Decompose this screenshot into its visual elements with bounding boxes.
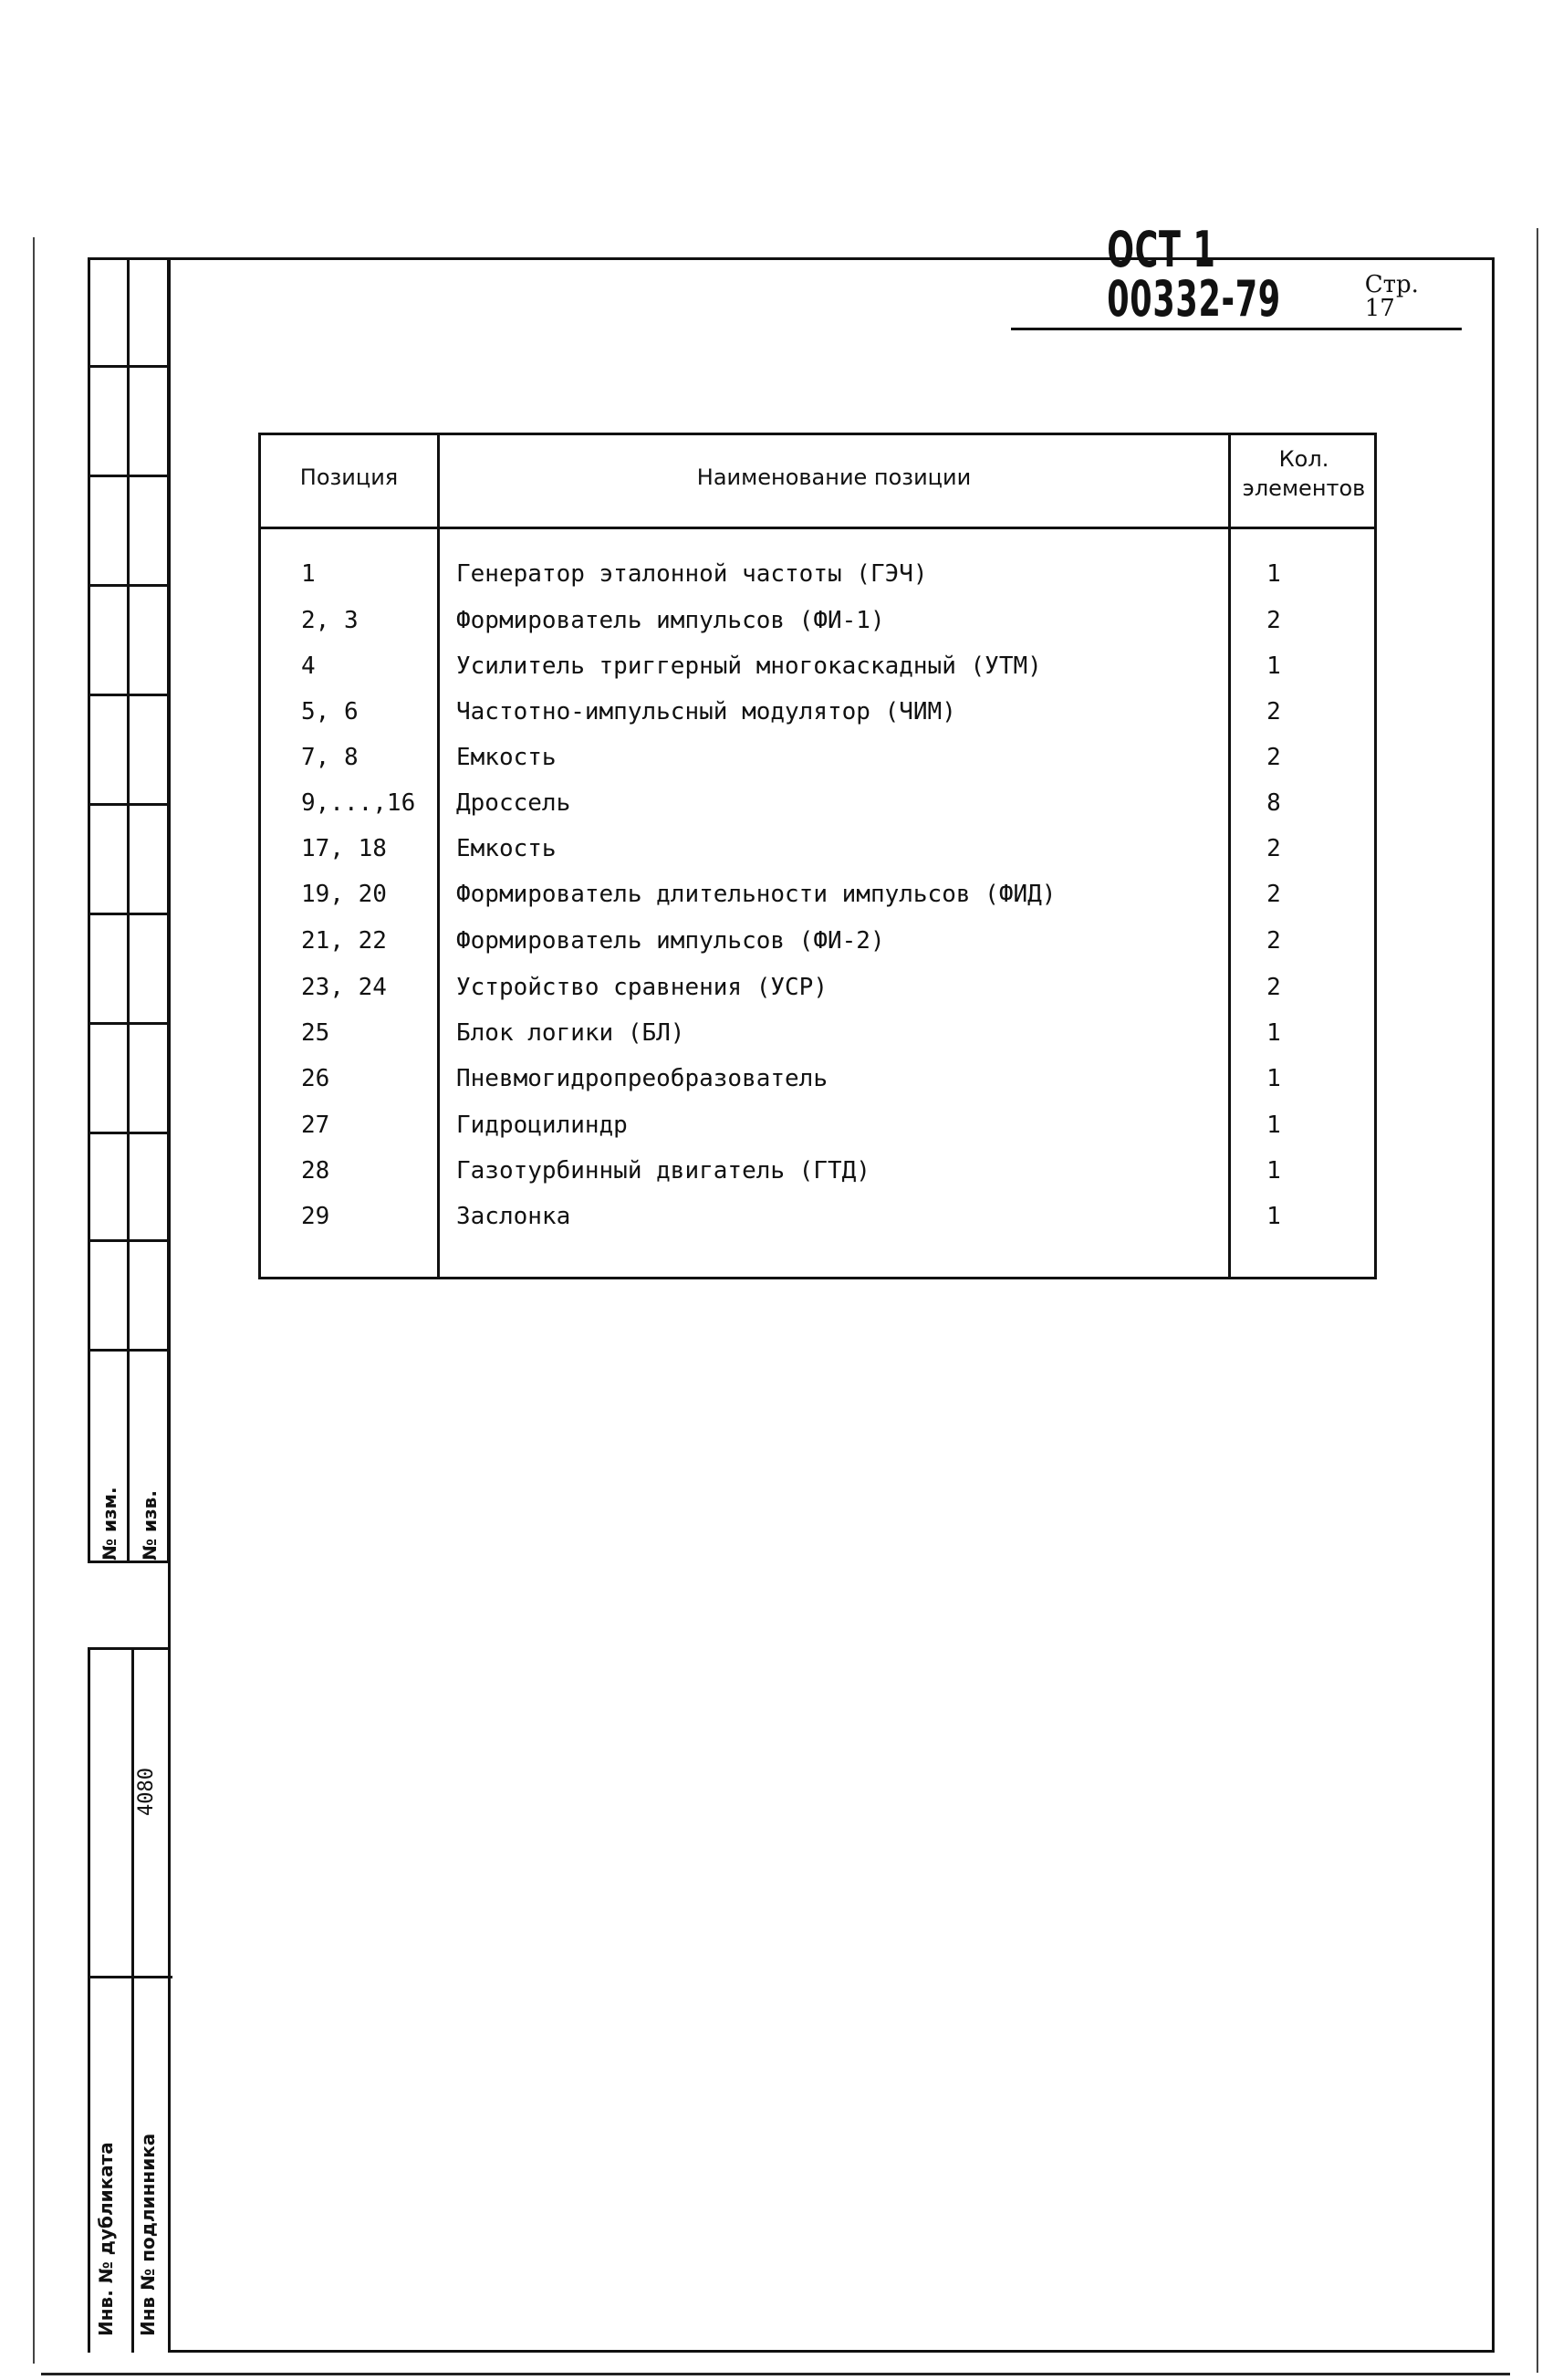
table-row [261,689,1374,736]
margin-divider [88,803,170,806]
table-row [261,780,1374,827]
cell-position: 1 [301,560,316,588]
table-row [261,1102,1374,1149]
header-quantity-line1: Кол. [1278,446,1329,472]
header-quantity [1231,444,1377,504]
cell-name: Пневмогидропреобразователь [456,1065,828,1092]
original-inventory-label: Инв № подлинника [137,2133,159,2336]
cell-position: 23, 24 [301,974,387,1001]
cell-position: 29 [301,1203,330,1230]
cell-quantity: 1 [1266,1157,1281,1185]
cell-quantity: 2 [1266,927,1281,955]
table-row [261,1056,1374,1102]
header-name: Наименование позиции [696,465,972,490]
cell-name: Емкость [456,744,557,771]
cell-quantity: 1 [1266,1065,1281,1092]
inventory-number: 4080 [135,1768,158,1816]
margin-divider [88,365,170,368]
margin-col-2 [130,257,170,1562]
cell-quantity: 1 [1266,1112,1281,1139]
cell-name: Формирователь импульсов (ФИ-1) [456,607,885,634]
notice-number-label: № изв. [139,1490,161,1561]
cell-position: 19, 20 [301,881,387,908]
cell-position: 27 [301,1112,330,1139]
cell-name: Заслонка [456,1203,571,1230]
table-row [261,551,1374,598]
cell-position: 28 [301,1157,330,1185]
margin-col-1 [88,257,130,1562]
cell-quantity: 1 [1266,1019,1281,1047]
cell-quantity: 2 [1266,607,1281,634]
margin-divider [88,913,170,915]
left-border-line [33,237,35,2364]
page-number: Стр. 17 [1364,271,1419,322]
margin-divider [88,694,170,696]
cell-name: Дроссель [456,789,571,817]
cell-quantity: 1 [1266,1203,1281,1230]
cell-position: 17, 18 [301,835,387,862]
cell-position: 7, 8 [301,744,359,771]
cell-position: 21, 22 [301,927,387,955]
header-position: Позиция [299,465,399,490]
cell-name: Блок логики (БЛ) [456,1019,685,1047]
table-row [261,918,1374,965]
duplicate-inventory-label: Инв. № дубликата [95,2142,117,2336]
cell-position: 2, 3 [301,607,359,634]
table-row [261,1148,1374,1195]
table-row [261,872,1374,918]
cell-name: Формирователь длительности импульсов (ФИД) [456,881,1057,908]
table-row [261,965,1374,1011]
table-row [261,1194,1374,1240]
change-number-label: № изм. [99,1487,120,1561]
margin-divider [88,1239,170,1242]
cell-position: 4 [301,652,316,680]
cell-quantity: 8 [1266,789,1281,817]
table-row [261,735,1374,781]
margin-divider [88,584,170,587]
margin-divider [88,257,170,260]
table-row [261,826,1374,872]
cell-name: Газотурбинный двигатель (ГТД) [456,1157,870,1185]
margin-lower-mid [131,1650,134,2353]
header-separator [261,527,1374,529]
margin-divider [88,475,170,477]
cell-quantity: 2 [1266,744,1281,771]
table-row [261,1010,1374,1057]
specification-table [258,433,1377,1279]
cell-position: 26 [301,1065,330,1092]
cell-position: 5, 6 [301,698,359,725]
table-row [261,643,1374,690]
cell-name: Гидроцилиндр [456,1112,628,1139]
cell-name: Емкость [456,835,557,862]
document-code: ОСТ 1 00332-79 [1107,221,1281,328]
cell-name: Генератор эталонной частоты (ГЭЧ) [456,560,928,588]
right-border-line [1537,228,1538,2373]
cell-position: 25 [301,1019,330,1047]
cell-name: Устройство сравнения (УСР) [456,974,828,1001]
table-row [261,598,1374,644]
cell-quantity: 2 [1266,835,1281,862]
header-quantity-line2: элементов [1242,475,1366,502]
margin-divider [88,1132,170,1134]
cell-quantity: 2 [1266,698,1281,725]
document-header [1011,221,1462,330]
margin-divider [88,1022,170,1025]
margin-divider [88,1349,170,1352]
cell-quantity: 2 [1266,881,1281,908]
cell-quantity: 2 [1266,974,1281,1001]
margin-lower-divider [90,1976,172,1978]
bottom-border-line [41,2373,1510,2375]
margin-divider [88,1561,170,1563]
cell-position: 9,...,16 [301,789,416,817]
cell-name: Частотно-импульсный модулятор (ЧИМ) [456,698,956,725]
cell-name: Усилитель триггерный многокаскадный (УТМ) [456,652,1042,680]
cell-quantity: 1 [1266,560,1281,588]
cell-name: Формирователь импульсов (ФИ-2) [456,927,885,955]
cell-quantity: 1 [1266,652,1281,680]
